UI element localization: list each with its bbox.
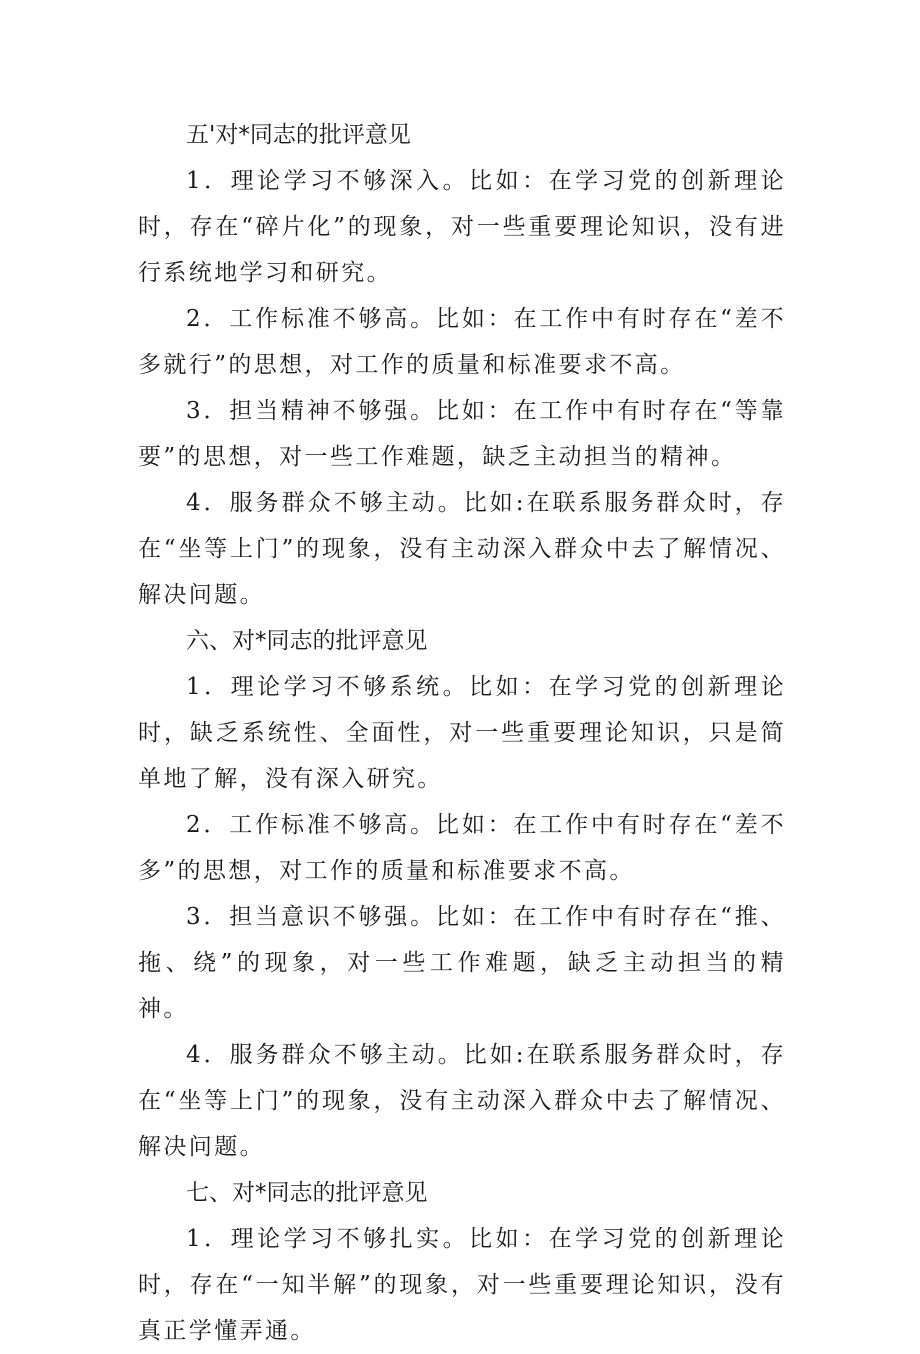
section-heading: 五'对*同志的批评意见	[186, 122, 411, 148]
section-7	[138, 1170, 786, 1354]
paragraph-item: 2．工作标准不够高。比如：在工作中有时存在“差不多”的思想，对工作的质量和标准要求不高。	[138, 812, 786, 884]
paragraph-item: 4．服务群众不够主动。比如:在联系服务群众时，存在“坐等上门”的现象，没有主动深入群众中去了解情况、解决问题。	[138, 490, 786, 608]
section-heading: 七、对*同志的批评意见	[186, 1180, 428, 1206]
section-5	[138, 112, 786, 618]
paragraph-item: 3．担当精神不够强。比如：在工作中有时存在“等靠要”的思想，对一些工作难题，缺乏主动担当的精神。	[138, 398, 786, 470]
paragraph-item: 1．理论学习不够扎实。比如：在学习党的创新理论时，存在“一知半解”的现象，对一些重要理论知识，没有真正学懂弄通。	[138, 1226, 786, 1344]
paragraph-item: 4．服务群众不够主动。比如:在联系服务群众时，存在“坐等上门”的现象，没有主动深入群众中去了解情况、解决问题。	[138, 1042, 786, 1160]
section-6	[138, 618, 786, 1170]
paragraph-item: 1．理论学习不够系统。比如：在学习党的创新理论时，缺乏系统性、全面性，对一些重要理论知识，只是简单地了解，没有深入研究。	[138, 674, 786, 792]
paragraph-item: 2．工作标准不够高。比如：在工作中有时存在“差不多就行”的思想，对工作的质量和标准要求不高。	[138, 306, 786, 378]
paragraph-item: 1．理论学习不够深入。比如：在学习党的创新理论时，存在“碎片化”的现象，对一些重要理论知识，没有进行系统地学习和研究。	[138, 168, 786, 286]
section-heading: 六、对*同志的批评意见	[186, 628, 428, 654]
paragraph-item: 3．担当意识不够强。比如：在工作中有时存在“推、拖、绕”的现象，对一些工作难题，缺乏主动担当的精神。	[138, 904, 786, 1022]
document-body	[138, 112, 786, 1354]
